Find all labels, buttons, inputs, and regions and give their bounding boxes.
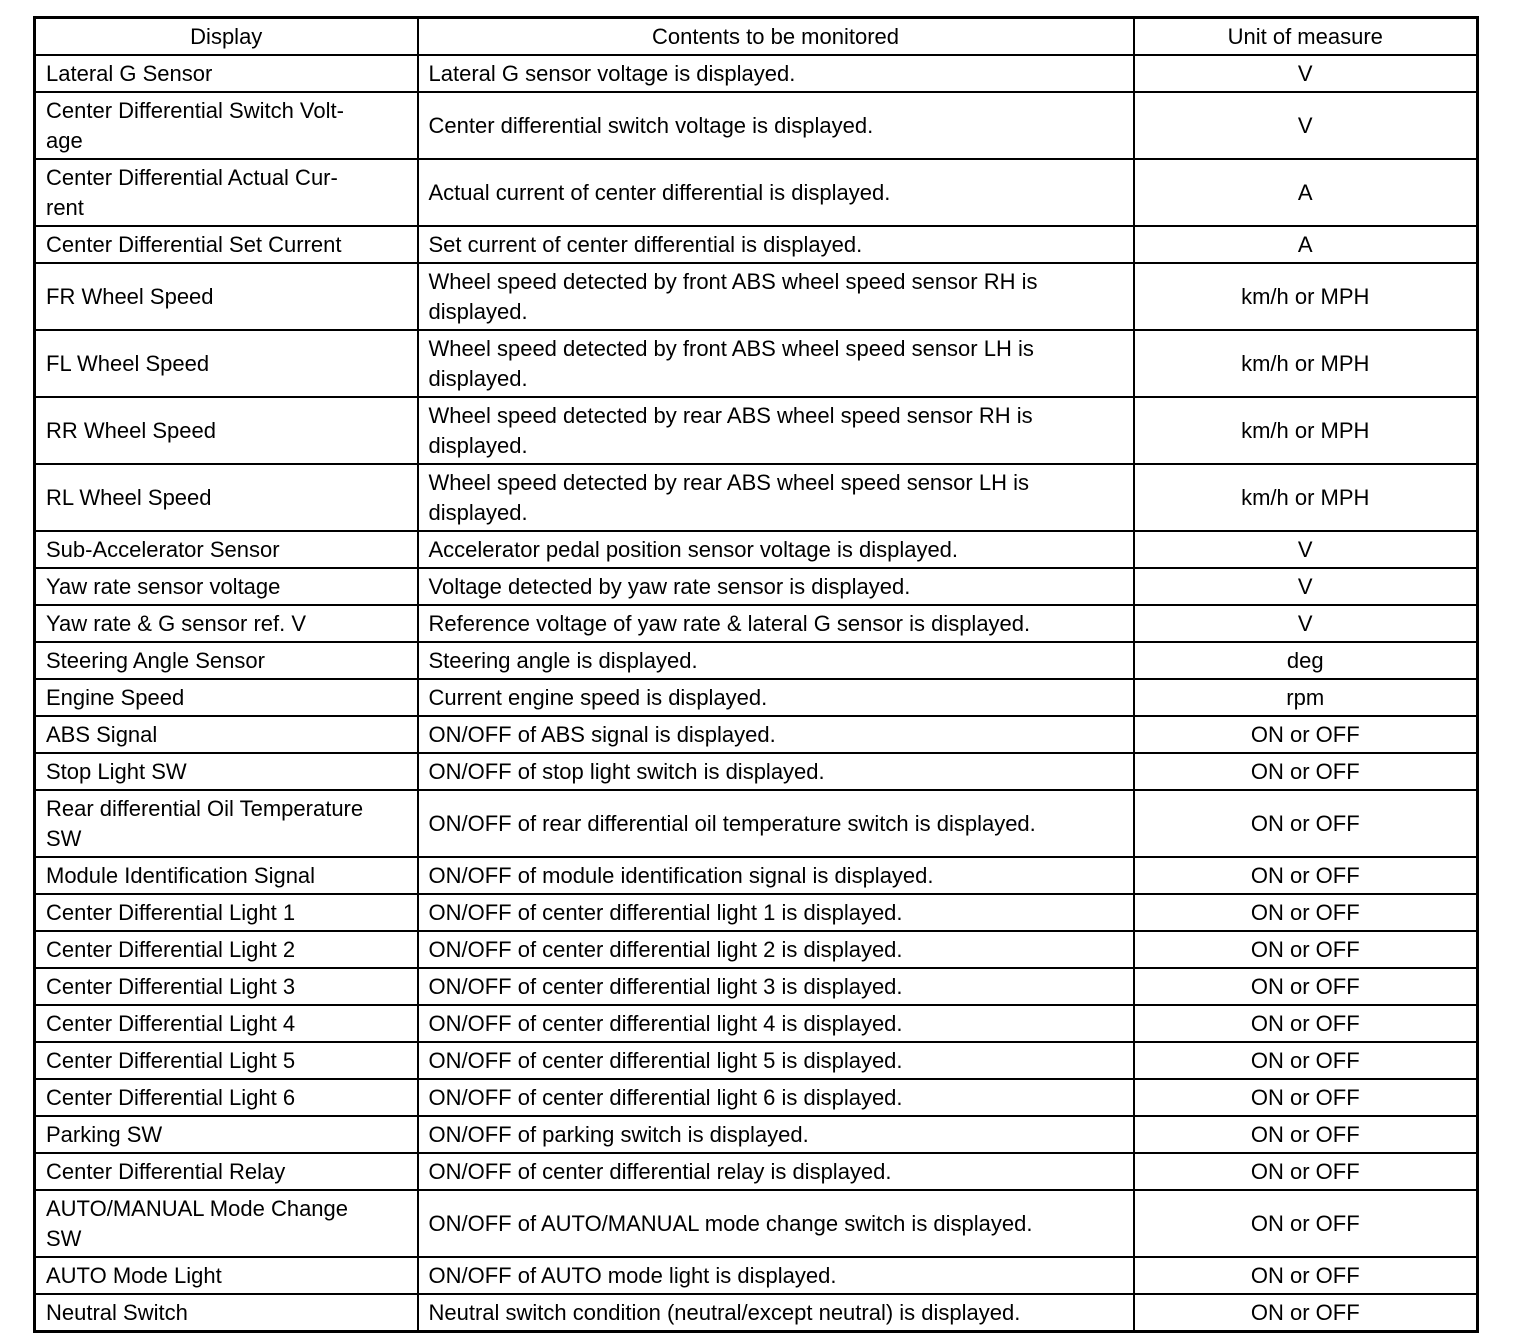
table-row <box>35 931 1478 968</box>
table-header-row <box>35 18 1478 56</box>
display-cell: Parking SW <box>35 1116 418 1153</box>
contents-cell: Center differential switch voltage is displayed. <box>418 92 1134 159</box>
unit-cell: ON or OFF <box>1134 753 1478 790</box>
table-row <box>35 159 1478 226</box>
display-cell: Center Differential Light 3 <box>35 968 418 1005</box>
unit-cell: ON or OFF <box>1134 857 1478 894</box>
contents-cell: ON/OFF of rear differential oil temperature switch is displayed. <box>418 790 1134 857</box>
contents-cell: Set current of center differential is displayed. <box>418 226 1134 263</box>
table-row <box>35 92 1478 159</box>
contents-cell: Neutral switch condition (neutral/except neutral) is displayed. <box>418 1294 1134 1332</box>
contents-cell: ON/OFF of center differential light 6 is displayed. <box>418 1079 1134 1116</box>
table-row <box>35 679 1478 716</box>
unit-cell: V <box>1134 531 1478 568</box>
contents-cell: ON/OFF of stop light switch is displayed. <box>418 753 1134 790</box>
unit-cell: ON or OFF <box>1134 968 1478 1005</box>
display-cell: RR Wheel Speed <box>35 397 418 464</box>
contents-cell: Wheel speed detected by front ABS wheel speed sensor RH is displayed. <box>418 263 1134 330</box>
contents-cell: ON/OFF of parking switch is displayed. <box>418 1116 1134 1153</box>
display-cell: Center Differential Light 6 <box>35 1079 418 1116</box>
display-cell: Center Differential Light 5 <box>35 1042 418 1079</box>
contents-cell: Current engine speed is displayed. <box>418 679 1134 716</box>
header-display: Display <box>35 18 418 56</box>
display-cell: Center Differential Set Current <box>35 226 418 263</box>
display-cell: RL Wheel Speed <box>35 464 418 531</box>
contents-cell: Steering angle is displayed. <box>418 642 1134 679</box>
table-row <box>35 753 1478 790</box>
unit-cell: km/h or MPH <box>1134 397 1478 464</box>
unit-cell: V <box>1134 568 1478 605</box>
display-cell: ABS Signal <box>35 716 418 753</box>
table-row <box>35 790 1478 857</box>
display-cell: Rear differential Oil Temperature SW <box>35 790 418 857</box>
table-row <box>35 1005 1478 1042</box>
contents-cell: ON/OFF of AUTO mode light is displayed. <box>418 1257 1134 1294</box>
contents-cell: ON/OFF of center differential light 2 is displayed. <box>418 931 1134 968</box>
display-cell: Lateral G Sensor <box>35 55 418 92</box>
table-row <box>35 330 1478 397</box>
monitor-items-table <box>33 16 1479 1333</box>
display-cell: Center Differential Switch Volt- age <box>35 92 418 159</box>
table-row <box>35 1190 1478 1257</box>
contents-cell: ON/OFF of center differential light 5 is displayed. <box>418 1042 1134 1079</box>
contents-cell: ON/OFF of module identification signal is displayed. <box>418 857 1134 894</box>
contents-cell: Reference voltage of yaw rate & lateral G sensor is displayed. <box>418 605 1134 642</box>
contents-cell: Wheel speed detected by rear ABS wheel speed sensor RH is displayed. <box>418 397 1134 464</box>
table-row <box>35 226 1478 263</box>
display-cell: Sub-Accelerator Sensor <box>35 531 418 568</box>
table-row <box>35 568 1478 605</box>
unit-cell: ON or OFF <box>1134 1079 1478 1116</box>
unit-cell: ON or OFF <box>1134 1294 1478 1332</box>
contents-cell: ON/OFF of AUTO/MANUAL mode change switch is displayed. <box>418 1190 1134 1257</box>
contents-cell: ON/OFF of center differential light 4 is displayed. <box>418 1005 1134 1042</box>
display-cell: Center Differential Actual Cur- rent <box>35 159 418 226</box>
contents-cell: Lateral G sensor voltage is displayed. <box>418 55 1134 92</box>
table-row <box>35 263 1478 330</box>
table-row <box>35 1116 1478 1153</box>
table-body <box>35 55 1478 1332</box>
table-row <box>35 1153 1478 1190</box>
unit-cell: V <box>1134 92 1478 159</box>
unit-cell: km/h or MPH <box>1134 263 1478 330</box>
unit-cell: km/h or MPH <box>1134 330 1478 397</box>
display-cell: Yaw rate sensor voltage <box>35 568 418 605</box>
unit-cell: ON or OFF <box>1134 931 1478 968</box>
contents-cell: ON/OFF of center differential relay is displayed. <box>418 1153 1134 1190</box>
display-cell: AUTO/MANUAL Mode Change SW <box>35 1190 418 1257</box>
display-cell: Yaw rate & G sensor ref. V <box>35 605 418 642</box>
table-row <box>35 605 1478 642</box>
contents-cell: Wheel speed detected by rear ABS wheel speed sensor LH is displayed. <box>418 464 1134 531</box>
contents-cell: Voltage detected by yaw rate sensor is displayed. <box>418 568 1134 605</box>
table-row <box>35 397 1478 464</box>
unit-cell: rpm <box>1134 679 1478 716</box>
unit-cell: ON or OFF <box>1134 1190 1478 1257</box>
display-cell: Center Differential Light 1 <box>35 894 418 931</box>
unit-cell: ON or OFF <box>1134 790 1478 857</box>
unit-cell: A <box>1134 226 1478 263</box>
contents-cell: Actual current of center differential is displayed. <box>418 159 1134 226</box>
table-row <box>35 55 1478 92</box>
display-cell: Stop Light SW <box>35 753 418 790</box>
table-row <box>35 968 1478 1005</box>
table-row <box>35 464 1478 531</box>
unit-cell: ON or OFF <box>1134 716 1478 753</box>
unit-cell: km/h or MPH <box>1134 464 1478 531</box>
display-cell: Center Differential Relay <box>35 1153 418 1190</box>
table-row <box>35 857 1478 894</box>
contents-cell: ON/OFF of ABS signal is displayed. <box>418 716 1134 753</box>
unit-cell: ON or OFF <box>1134 1116 1478 1153</box>
display-cell: Module Identification Signal <box>35 857 418 894</box>
display-cell: AUTO Mode Light <box>35 1257 418 1294</box>
table-row <box>35 1079 1478 1116</box>
table-row <box>35 716 1478 753</box>
unit-cell: ON or OFF <box>1134 1042 1478 1079</box>
contents-cell: Accelerator pedal position sensor voltage is displayed. <box>418 531 1134 568</box>
display-cell: Center Differential Light 2 <box>35 931 418 968</box>
display-cell: FL Wheel Speed <box>35 330 418 397</box>
display-cell: FR Wheel Speed <box>35 263 418 330</box>
header-contents: Contents to be monitored <box>418 18 1134 56</box>
contents-cell: Wheel speed detected by front ABS wheel speed sensor LH is displayed. <box>418 330 1134 397</box>
contents-cell: ON/OFF of center differential light 3 is displayed. <box>418 968 1134 1005</box>
unit-cell: ON or OFF <box>1134 894 1478 931</box>
contents-cell: ON/OFF of center differential light 1 is displayed. <box>418 894 1134 931</box>
header-unit: Unit of measure <box>1134 18 1478 56</box>
display-cell: Neutral Switch <box>35 1294 418 1332</box>
unit-cell: ON or OFF <box>1134 1005 1478 1042</box>
table-row <box>35 531 1478 568</box>
unit-cell: V <box>1134 55 1478 92</box>
display-cell: Steering Angle Sensor <box>35 642 418 679</box>
table-row <box>35 642 1478 679</box>
unit-cell: deg <box>1134 642 1478 679</box>
unit-cell: ON or OFF <box>1134 1153 1478 1190</box>
table-row <box>35 1294 1478 1332</box>
table-row <box>35 894 1478 931</box>
table-row <box>35 1042 1478 1079</box>
unit-cell: V <box>1134 605 1478 642</box>
unit-cell: ON or OFF <box>1134 1257 1478 1294</box>
table-row <box>35 1257 1478 1294</box>
unit-cell: A <box>1134 159 1478 226</box>
display-cell: Engine Speed <box>35 679 418 716</box>
display-cell: Center Differential Light 4 <box>35 1005 418 1042</box>
